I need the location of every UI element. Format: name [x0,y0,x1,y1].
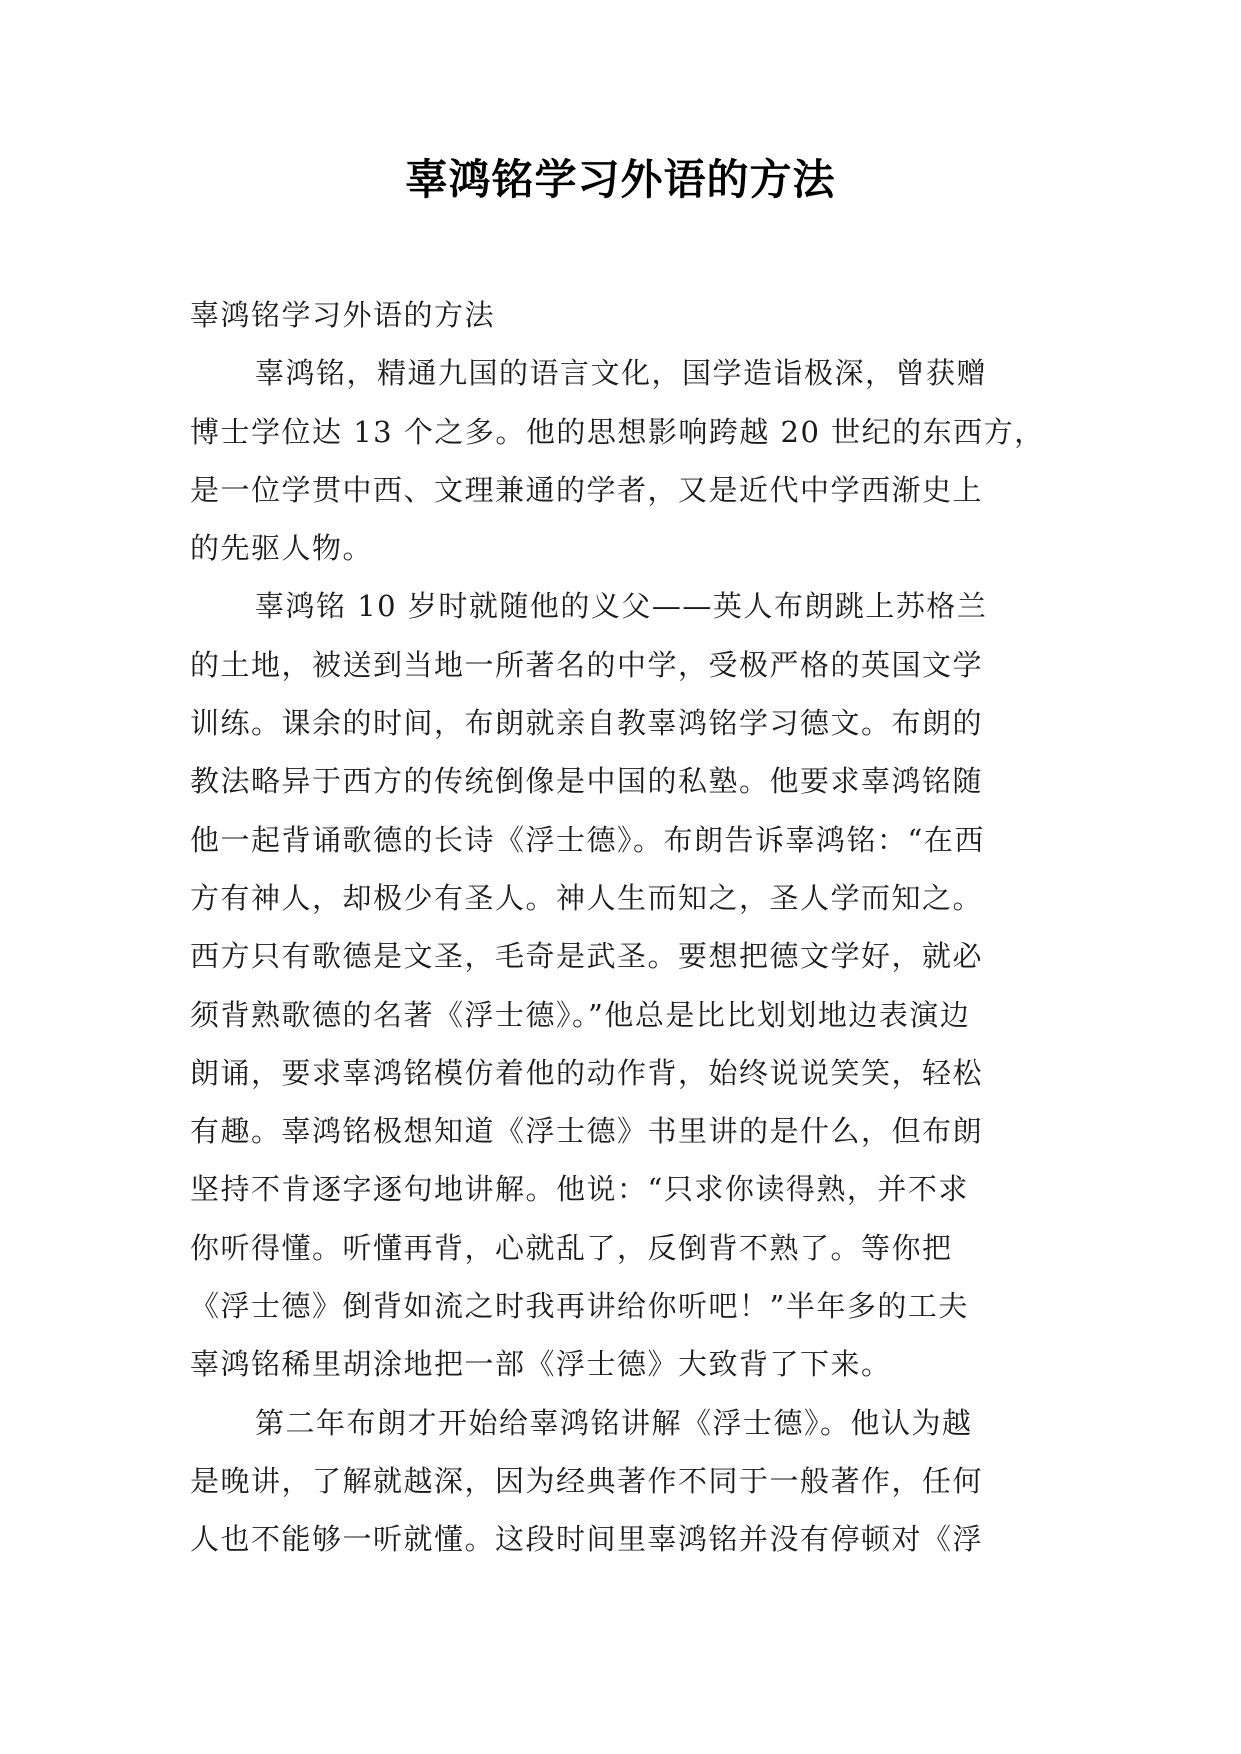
text-line: 西方只有歌德是文圣，毛奇是武圣。要想把德文学好，就必 [190,939,984,974]
text-line: 的土地，被送到当地一所著名的中学，受极严格的英国文学 [190,647,984,682]
text-line: 辜鸿铭，精通九国的语言文化，国学造诣极深，曾获赠 [255,356,988,391]
text-line: 是晚讲，了解就越深，因为经典著作不同于一般著作，任何 [190,1463,984,1498]
text-line: 方有神人，却极少有圣人。神人生而知之，圣人学而知之。 [190,880,984,915]
document-body [190,286,1050,1569]
text-line: 辜鸿铭学习外语的方法 [190,298,496,332]
text-line: 第二年布朗才开始给辜鸿铭讲解《浮士德》。他认为越 [255,1405,973,1440]
text-line: 《浮士德》倒背如流之时我再讲给你听吧！”半年多的工夫 [190,1289,969,1324]
text-line: 训练。课余的时间，布朗就亲自教辜鸿铭学习德文。布朗的 [190,706,984,741]
text-line: 辜鸿铭稀里胡涂地把一部《浮士德》大致背了下来。 [190,1347,892,1382]
text-line: 是一位学贯中西、文理兼通的学者，又是近代中学西渐史上 [190,472,984,507]
text-line: 人也不能够一听就懂。这段时间里辜鸿铭并没有停顿对《浮 [190,1522,984,1557]
text-line: 有趣。辜鸿铭极想知道《浮士德》书里讲的是什么，但布朗 [190,1114,984,1149]
text-line: 教法略异于西方的传统倒像是中国的私塾。他要求辜鸿铭随 [190,764,984,799]
text-line: 博士学位达 13 个之多。他的思想影响跨越 20 世纪的东西方， [190,414,1045,449]
text-line: 坚持不肯逐字逐句地讲解。他说：“只求你读得熟，并不求 [190,1172,969,1207]
text-line: 辜鸿铭 10 岁时就随他的义父——英人布朗跳上苏格兰 [255,589,988,624]
text-line: 须背熟歌德的名著《浮士德》。”他总是比比划划地边表演边 [190,997,971,1032]
text-line: 的先驱人物。 [190,531,374,566]
text-line: 朗诵，要求辜鸿铭模仿着他的动作背，始终说说笑笑，轻松 [190,1055,984,1090]
document-title: 辜鸿铭学习外语的方法 [405,155,836,204]
text-line: 你听得懂。听懂再背，心就乱了，反倒背不熟了。等你把 [190,1230,953,1265]
text-line: 他一起背诵歌德的长诗《浮士德》。布朗告诉辜鸿铭：“在西 [190,822,985,857]
